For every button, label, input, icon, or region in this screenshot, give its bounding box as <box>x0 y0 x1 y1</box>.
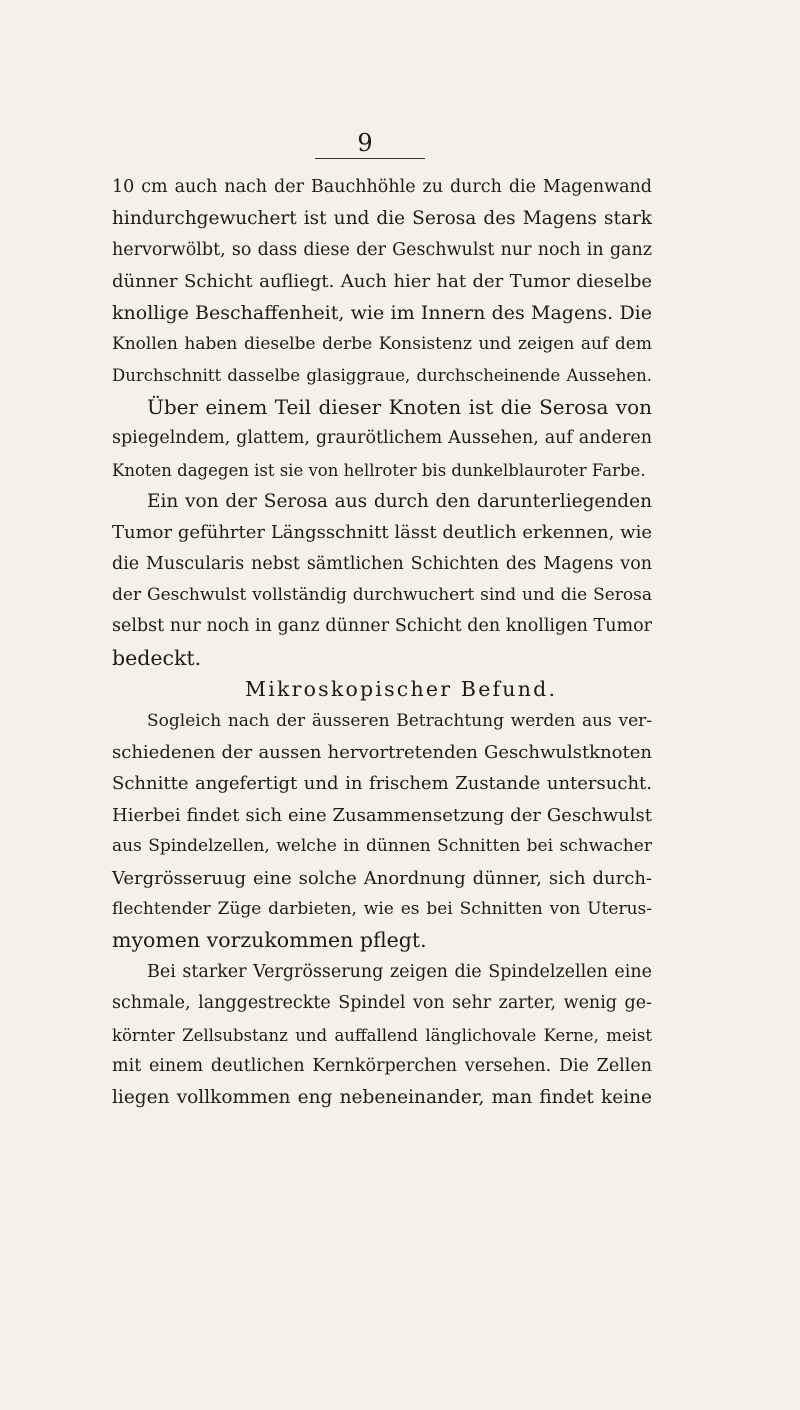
page-number: 9 <box>357 129 373 157</box>
body-text <box>112 172 652 1114</box>
text-line: schmale, langgestreckte Spindel von sehr zarter, wenig ge- <box>112 993 652 1014</box>
text-line: 10 cm auch nach der Bauchhöhle zu durch die Magenwand <box>112 177 652 197</box>
text-line: dünner Schicht aufliegt. Auch hier hat der Tumor dieselbe <box>112 271 652 293</box>
text-line: hervorwölbt, so dass diese der Geschwulst nur noch in ganz <box>112 239 652 260</box>
text-line: Knoten dagegen ist sie von hellroter bis dunkelblauroter Farbe. <box>112 460 646 480</box>
text-line: schiedenen der aussen hervortretenden Geschwulstknoten <box>112 742 652 764</box>
text-line: knollige Beschaffenheit, wie im Innern des Magens. Die <box>112 301 652 324</box>
text-line: flechtender Züge darbieten, wie es bei Schnitten von Uterus- <box>112 898 652 919</box>
text-line: mit einem deutlichen Kernkörperchen versehen. Die Zellen <box>112 1055 652 1076</box>
text-line: Hierbei findet sich eine Zusammensetzung der Geschwulst <box>112 804 652 826</box>
text-line: Über einem Teil dieser Knoten ist die Serosa von <box>147 394 652 419</box>
text-line: Bei starker Vergrösserung zeigen die Spindelzellen eine <box>147 961 652 982</box>
text-line: Knollen haben dieselbe derbe Konsistenz und zeigen auf dem <box>112 333 652 354</box>
text-line: Durchschnitt dasselbe glasiggraue, durchscheinende Aussehen. <box>112 366 652 386</box>
text-line: bedeckt. <box>112 645 202 670</box>
text-line: der Geschwulst vollständig durchwuchert sind und die Serosa <box>112 585 652 606</box>
text-line: körnter Zellsubstanz und auffallend länglichovale Kerne, meist <box>112 1025 652 1045</box>
text-line: Sogleich nach der äusseren Betrachtung werden aus ver- <box>147 710 652 731</box>
text-line: die Muscularis nebst sämtlichen Schichten des Magens von <box>112 553 652 574</box>
page-number-rule <box>315 158 425 159</box>
text-line: myomen vorzukommen pflegt. <box>112 928 427 953</box>
text-line: Schnitte angefertigt und in frischem Zustande untersucht. <box>112 773 652 795</box>
text-line: selbst nur noch in ganz dünner Schicht den knolligen Tumor <box>112 616 652 637</box>
text-line: hindurchgewuchert ist und die Serosa des Magens stark <box>112 208 652 230</box>
text-line: Ein von der Serosa aus durch den darunterliegenden <box>147 490 652 512</box>
text-line: aus Spindelzellen, welche in dünnen Schnitten bei schwacher <box>112 836 652 857</box>
text-line: Vergrösseruug eine solche Anordnung dünner, sich durch- <box>112 867 652 889</box>
text-line: spiegelndem, glattem, graurötlichem Aussehen, auf anderen <box>112 428 652 449</box>
text-line: Tumor geführter Längsschnitt lässt deutlich erkennen, wie <box>112 522 652 544</box>
section-heading: Mikroskopischer Befund. <box>245 677 558 702</box>
text-line: liegen vollkommen eng nebeneinander, man findet keine <box>112 1087 652 1109</box>
